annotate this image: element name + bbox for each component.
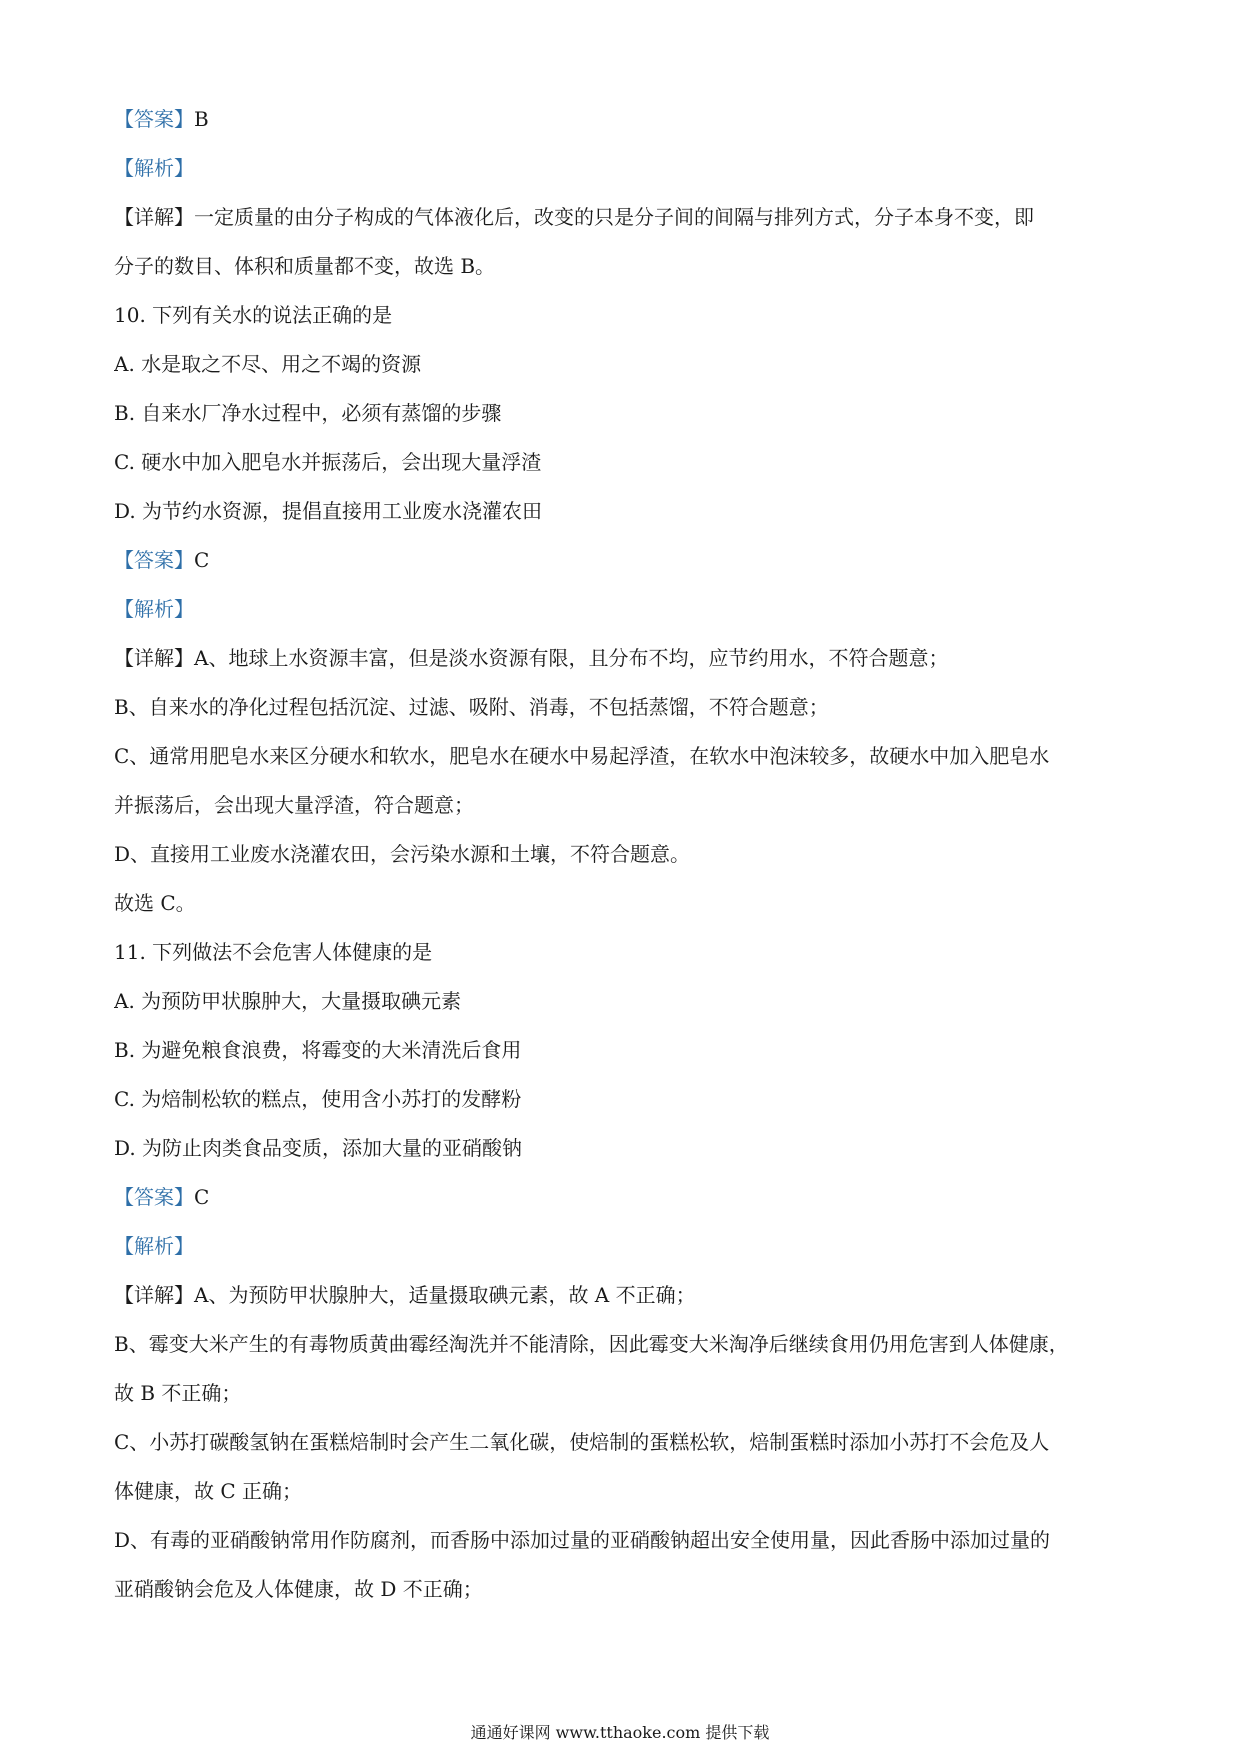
- q11-option-b: B. 为避免粮食浪费，将霉变的大米清洗后食用: [114, 1038, 522, 1062]
- q10-option-a: A. 水是取之不尽、用之不竭的资源: [114, 352, 422, 376]
- q10-option-d: D. 为节约水资源，提倡直接用工业废水浇灌农田: [114, 499, 543, 523]
- q11-analysis-line: [114, 1231, 1134, 1261]
- q11-detail-line-1: [114, 1280, 1134, 1310]
- detail-tag: 【详解】: [114, 205, 194, 229]
- detail-tag: 【详解】: [114, 646, 194, 670]
- q11-detail-line-3: 故 B 不正确；: [114, 1381, 242, 1405]
- q11-stem: 11. 下列做法不会危害人体健康的是: [114, 940, 433, 964]
- q11-answer-line: [114, 1182, 1134, 1212]
- q9-detail-line-1: [114, 202, 1134, 232]
- answer-tag: 【答案】: [114, 107, 194, 131]
- q10-analysis-line: [114, 594, 1134, 624]
- q10-option-b: B. 自来水厂净水过程中，必须有蒸馏的步骤: [114, 401, 502, 425]
- analysis-tag: 【解析】: [114, 1234, 194, 1258]
- q11-detail-line-2: B、霉变大米产生的有毒物质黄曲霉经淘洗并不能清除，因此霉变大米淘净后继续食用仍用危害到人体健康，: [114, 1332, 1069, 1356]
- q11-option-d: D. 为防止肉类食品变质，添加大量的亚硝酸钠: [114, 1136, 523, 1160]
- q9-answer-line: [114, 104, 1134, 134]
- q9-detail-text-2: 分子的数目、体积和质量都不变，故选 B。: [114, 254, 496, 278]
- q11-option-a: A. 为预防甲状腺肿大，大量摄取碘元素: [114, 989, 462, 1013]
- q9-detail-line-2: [114, 251, 1134, 281]
- q11-detail-line-4: C、小苏打碳酸氢钠在蛋糕焙制时会产生二氧化碳，使焙制的蛋糕松软，焙制蛋糕时添加小苏打不会危及人: [114, 1430, 1050, 1454]
- q11-detail-line-5: 体健康，故 C 正确；: [114, 1479, 303, 1503]
- detail-tag: 【详解】: [114, 1283, 194, 1307]
- q10-detail-line-4: 并振荡后，会出现大量浮渣，符合题意；: [114, 793, 474, 817]
- q11-detail-text-1: A、为预防甲状腺肿大，适量摄取碘元素，故 A 不正确；: [194, 1283, 696, 1307]
- q10-detail-line-3: C、通常用肥皂水来区分硬水和软水，肥皂水在硬水中易起浮渣，在软水中泡沫较多，故硬水中加入肥皂水: [114, 744, 1050, 768]
- q10-answer-value: C: [194, 548, 210, 572]
- q9-answer-value: B: [194, 107, 209, 131]
- page-footer: 通通好课网 www.tthaoke.com 提供下载: [470, 1723, 770, 1742]
- q10-stem: 10. 下列有关水的说法正确的是: [114, 303, 393, 327]
- analysis-tag: 【解析】: [114, 156, 194, 180]
- q10-detail-line-1: [114, 643, 1134, 673]
- analysis-tag: 【解析】: [114, 597, 194, 621]
- q11-option-c: C. 为焙制松软的糕点，使用含小苏打的发酵粉: [114, 1087, 522, 1111]
- q11-detail-line-6: D、有毒的亚硝酸钠常用作防腐剂，而香肠中添加过量的亚硝酸钠超出安全使用量，因此香肠中添加过量的: [114, 1528, 1051, 1552]
- q11-answer-value: C: [194, 1185, 210, 1209]
- q10-detail-line-5: D、直接用工业废水浇灌农田，会污染水源和土壤，不符合题意。: [114, 842, 691, 866]
- q10-detail-text-1: A、地球上水资源丰富，但是淡水资源有限，且分布不均，应节约用水，不符合题意；: [194, 646, 949, 670]
- answer-tag: 【答案】: [114, 548, 194, 572]
- answer-tag: 【答案】: [114, 1185, 194, 1209]
- q9-detail-text-1: 一定质量的由分子构成的气体液化后，改变的只是分子间的间隔与排列方式，分子本身不变，即: [194, 205, 1034, 229]
- q10-detail-line-2: B、自来水的净化过程包括沉淀、过滤、吸附、消毒，不包括蒸馏，不符合题意；: [114, 695, 829, 719]
- q9-analysis-line: [114, 153, 1134, 183]
- q10-option-c: C. 硬水中加入肥皂水并振荡后，会出现大量浮渣: [114, 450, 542, 474]
- q10-conclusion: 故选 C。: [114, 891, 196, 915]
- q11-detail-line-7: 亚硝酸钠会危及人体健康，故 D 不正确；: [114, 1577, 483, 1601]
- q10-answer-line: [114, 545, 1134, 575]
